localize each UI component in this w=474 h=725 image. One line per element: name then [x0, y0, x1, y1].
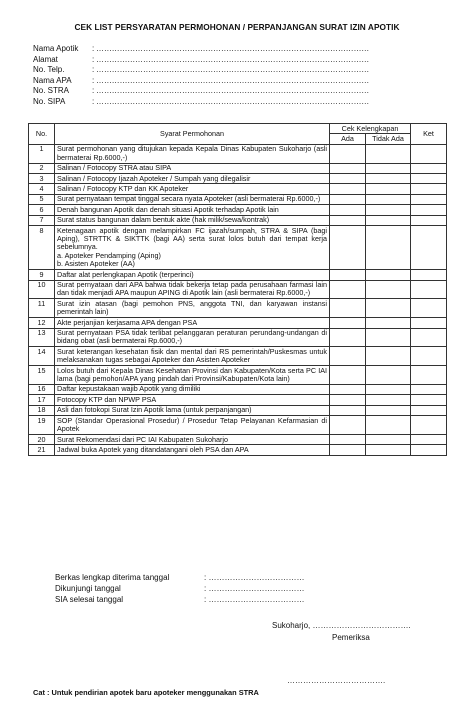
info-value[interactable]: : …………………………………………………………………………………………… — [92, 54, 370, 64]
row-number: 2 — [29, 163, 55, 173]
requirement-text: Salinan / Fotocopy Ijazah Apoteker / Sumpah yang dilegalisir — [57, 173, 251, 183]
date-value[interactable]: : ……………………………… — [204, 594, 305, 604]
table-row — [29, 366, 447, 385]
check-tidak-ada-cell[interactable] — [366, 366, 411, 385]
ket-cell[interactable] — [411, 416, 447, 435]
date-row — [55, 584, 304, 595]
table-row — [29, 174, 447, 184]
ket-cell[interactable] — [411, 280, 447, 299]
requirement-text: Lolos butuh dari Kepala Dinas Kesehatan Provinsi dan Kabupaten/Kota serta PC IAI lama (bagi pemohon/APA yang pindah dari Provinsi/Kabupaten/Kota lain) — [57, 365, 327, 384]
check-ada-cell[interactable] — [330, 405, 366, 415]
date-label: SIA selesai tanggal — [55, 594, 124, 604]
table-row — [29, 163, 447, 173]
info-label: No. SIPA — [33, 96, 66, 106]
requirement-cell — [55, 194, 330, 204]
table-row — [29, 347, 447, 366]
requirement-cell — [55, 163, 330, 173]
check-tidak-ada-cell[interactable] — [366, 384, 411, 394]
date-row — [55, 595, 304, 606]
ket-cell[interactable] — [411, 445, 447, 455]
row-number: 17 — [29, 395, 55, 405]
requirement-cell — [55, 184, 330, 194]
requirement-cell — [55, 280, 330, 299]
date-label: Berkas lengkap diterima tanggal — [55, 573, 170, 582]
row-number: 10 — [29, 280, 55, 299]
check-tidak-ada-cell[interactable] — [366, 405, 411, 415]
info-value[interactable]: : …………………………………………………………………………………………… — [92, 96, 370, 106]
requirement-cell — [55, 299, 330, 318]
signature-place-date: Sukoharjo, ………………………………. — [272, 621, 411, 630]
table-row — [29, 299, 447, 318]
ket-cell[interactable] — [411, 395, 447, 405]
check-ada-cell[interactable] — [330, 194, 366, 204]
row-number: 5 — [29, 194, 55, 204]
check-tidak-ada-cell[interactable] — [366, 174, 411, 184]
requirement-cell — [55, 270, 330, 280]
table-row — [29, 205, 447, 215]
requirement-text: Daftar alat perlengkapan Apotik (terperinci) — [57, 269, 194, 279]
row-number: 20 — [29, 435, 55, 445]
requirement-cell — [55, 445, 330, 455]
requirement-text: Salinan / Fotocopy KTP dan KK Apoteker — [57, 183, 189, 193]
table-row — [29, 416, 447, 435]
ket-cell[interactable] — [411, 347, 447, 366]
signature-role: Pemeriksa — [332, 633, 370, 642]
requirement-text: Akte perjanjian kerjasama APA dengan PSA — [57, 317, 198, 327]
row-number: 4 — [29, 184, 55, 194]
row-number: 19 — [29, 416, 55, 435]
date-value[interactable]: : ……………………………… — [204, 583, 305, 593]
header-syarat: Syarat Permohonan — [55, 124, 330, 145]
info-value[interactable]: : …………………………………………………………………………………………… — [92, 44, 370, 53]
check-tidak-ada-cell[interactable] — [366, 347, 411, 366]
info-value[interactable]: : …………………………………………………………………………………………… — [92, 86, 370, 96]
ket-cell[interactable] — [411, 318, 447, 328]
requirement-text: Ketenagaan apotik dengan melampirkan FC ijazah/sumpah, STRA & SIPA (bagi Aping), STRTTK & SIKTTK (bagi AA) serta surat lolos butuh dari tempat kerja sebelumnya. — [57, 225, 327, 252]
requirement-cell — [55, 205, 330, 215]
ket-cell[interactable] — [411, 184, 447, 194]
requirement-text: a. Apoteker Pendamping (Aping) — [57, 250, 161, 260]
requirement-cell — [55, 144, 330, 163]
header-no: No. — [29, 124, 55, 145]
requirement-text: Surat pernyataan tempat tinggal secara nyata Apoteker (asli bermaterai Rp.6000,-) — [57, 194, 321, 204]
check-tidak-ada-cell[interactable] — [366, 194, 411, 204]
check-ada-cell[interactable] — [330, 215, 366, 225]
header-ada: Ada — [330, 134, 366, 144]
requirement-text: Daftar kepustakaan wajib Apotik yang dimiliki — [57, 384, 201, 394]
check-ada-cell[interactable] — [330, 163, 366, 173]
processing-dates — [55, 573, 304, 605]
table-row — [29, 270, 447, 280]
info-row — [33, 97, 369, 108]
check-tidak-ada-cell[interactable] — [366, 226, 411, 270]
info-label: Nama Apotik — [33, 44, 79, 53]
requirement-text: Denah bangunan Apotik dan denah situasi Apotik terhadap Apotik lain — [57, 204, 279, 214]
row-number: 7 — [29, 215, 55, 225]
check-tidak-ada-cell[interactable] — [366, 270, 411, 280]
row-number: 14 — [29, 347, 55, 366]
requirement-cell — [55, 384, 330, 394]
requirement-text: SOP (Standar Operasional Prosedur) / Prosedur Tetap Pelayanan Kefarmasian di Apotek — [57, 415, 327, 434]
requirement-cell — [55, 318, 330, 328]
requirement-text: Surat keterangan kesehatan fisik dan mental dari RS pemerintah/Puskesmas untuk melaksanakan tugas sebagai Apoteker dan Asisten Apoteker — [57, 346, 327, 365]
check-ada-cell[interactable] — [330, 347, 366, 366]
requirement-text: Surat pernyataan PSA tidak terlibat pelanggaran peraturan perundang-undangan di bidang obat (asli bermaterai Rp.6000,-) — [57, 328, 327, 346]
row-number: 8 — [29, 226, 55, 270]
info-label: Alamat — [33, 54, 58, 64]
info-row — [33, 86, 369, 97]
table-row — [29, 445, 447, 455]
date-label: Dikunjungi tanggal — [55, 583, 121, 593]
requirement-cell — [55, 416, 330, 435]
header-ket: Ket — [411, 124, 447, 145]
requirement-text: Fotocopy KTP dan NPWP PSA — [57, 394, 157, 404]
requirement-text: Surat izin atasan (bagi pemohon PNS, anggota TNI, dan karyawan instansi pemerintah lain) — [57, 298, 327, 317]
row-number: 6 — [29, 205, 55, 215]
requirement-cell — [55, 366, 330, 385]
ket-cell[interactable] — [411, 215, 447, 225]
check-tidak-ada-cell[interactable] — [366, 215, 411, 225]
check-tidak-ada-cell[interactable] — [366, 299, 411, 318]
requirement-text: Surat status bangunan dalam bentuk akte (hak milik/sewa/kontrak) — [57, 215, 270, 225]
header-kelengkapan: Cek Kelengkapan — [330, 124, 411, 134]
check-ada-cell[interactable] — [330, 270, 366, 280]
check-ada-cell[interactable] — [330, 299, 366, 318]
date-row — [55, 573, 304, 584]
check-ada-cell[interactable] — [330, 280, 366, 299]
signature-name-line: ………………………………. — [287, 676, 386, 685]
check-tidak-ada-cell[interactable] — [366, 144, 411, 163]
check-tidak-ada-cell[interactable] — [366, 435, 411, 445]
requirement-cell — [55, 347, 330, 366]
row-number: 11 — [29, 299, 55, 318]
row-number: 3 — [29, 174, 55, 184]
ket-cell[interactable] — [411, 194, 447, 204]
table-row — [29, 435, 447, 445]
check-ada-cell[interactable] — [330, 416, 366, 435]
ket-cell[interactable] — [411, 435, 447, 445]
info-row — [33, 65, 369, 76]
requirement-text: Surat permohonan yang ditujukan kepada Kepala Dinas Kabupaten Sukoharjo (asli bermaterai Rp.6000,-) — [57, 144, 327, 162]
ket-cell[interactable] — [411, 270, 447, 280]
check-ada-cell[interactable] — [330, 205, 366, 215]
check-tidak-ada-cell[interactable] — [366, 395, 411, 405]
check-tidak-ada-cell[interactable] — [366, 280, 411, 299]
row-number: 15 — [29, 366, 55, 385]
check-ada-cell[interactable] — [330, 328, 366, 347]
table-row — [29, 405, 447, 415]
check-tidak-ada-cell[interactable] — [366, 184, 411, 194]
requirement-text: Salinan / Fotocopy STRA atau SIPA — [57, 163, 172, 173]
requirement-cell — [55, 215, 330, 225]
requirement-text: Jadwal buka Apotek yang ditandatangani oleh PSA dan APA — [57, 444, 249, 454]
requirement-cell — [55, 174, 330, 184]
check-tidak-ada-cell[interactable] — [366, 163, 411, 173]
table-row — [29, 328, 447, 347]
info-row — [33, 76, 369, 87]
check-ada-cell[interactable] — [330, 395, 366, 405]
table-row — [29, 318, 447, 328]
requirement-text: Asli dan fotokopi Surat Izin Apotik lama (untuk perpanjangan) — [57, 405, 252, 415]
date-value[interactable]: : ……………………………… — [204, 573, 305, 582]
requirement-cell — [55, 435, 330, 445]
info-row — [33, 44, 369, 55]
ket-cell[interactable] — [411, 384, 447, 394]
ket-cell[interactable] — [411, 205, 447, 215]
check-ada-cell[interactable] — [330, 144, 366, 163]
ket-cell[interactable] — [411, 144, 447, 163]
info-label: No. STRA — [33, 86, 70, 96]
document-title: CEK LIST PERSYARATAN PERMOHONAN / PERPANJANGAN SURAT IZIN APOTIK — [74, 22, 400, 32]
table-row — [29, 215, 447, 225]
table-row — [29, 194, 447, 204]
check-tidak-ada-cell[interactable] — [366, 328, 411, 347]
table-row — [29, 144, 447, 163]
row-number: 18 — [29, 405, 55, 415]
info-label: No. Telp. — [33, 65, 65, 75]
info-row — [33, 55, 369, 66]
check-ada-cell[interactable] — [330, 184, 366, 194]
check-tidak-ada-cell[interactable] — [366, 416, 411, 435]
check-ada-cell[interactable] — [330, 384, 366, 394]
requirements-table — [28, 123, 447, 456]
ket-cell[interactable] — [411, 366, 447, 385]
requirement-text: b. Asisten Apoteker (AA) — [57, 259, 135, 269]
requirement-text: Surat pernyataan dari APA bahwa tidak bekerja tetap pada perusahaan farmasi lain dan tidak menjadi APA maupun APING di Apotik lain (asli bermaterai Rp.6000,-) — [57, 280, 327, 298]
ket-cell[interactable] — [411, 163, 447, 173]
applicant-info — [33, 44, 369, 108]
row-number: 12 — [29, 318, 55, 328]
info-value[interactable]: : …………………………………………………………………………………………… — [92, 75, 370, 85]
info-label: Nama APA — [33, 75, 72, 85]
requirement-cell — [55, 405, 330, 415]
row-number: 9 — [29, 270, 55, 280]
check-tidak-ada-cell[interactable] — [366, 205, 411, 215]
row-number: 1 — [29, 144, 55, 163]
requirement-cell — [55, 226, 330, 270]
table-row — [29, 226, 447, 270]
ket-cell[interactable] — [411, 299, 447, 318]
info-value[interactable]: : …………………………………………………………………………………………… — [92, 65, 370, 75]
check-ada-cell[interactable] — [330, 366, 366, 385]
table-row — [29, 184, 447, 194]
check-ada-cell[interactable] — [330, 174, 366, 184]
row-number: 16 — [29, 384, 55, 394]
requirement-cell — [55, 395, 330, 405]
footnote: Cat : Untuk pendirian apotek baru apoteker menggunakan STRA — [33, 688, 259, 697]
check-tidak-ada-cell[interactable] — [366, 445, 411, 455]
ket-cell[interactable] — [411, 328, 447, 347]
check-ada-cell[interactable] — [330, 445, 366, 455]
table-row — [29, 280, 447, 299]
requirement-text: Surat Rekomendasi dari PC IAI Kabupaten Sukoharjo — [57, 434, 229, 444]
ket-cell[interactable] — [411, 226, 447, 270]
table-row — [29, 384, 447, 394]
check-ada-cell[interactable] — [330, 435, 366, 445]
table-row — [29, 395, 447, 405]
check-ada-cell[interactable] — [330, 318, 366, 328]
check-ada-cell[interactable] — [330, 226, 366, 270]
ket-cell[interactable] — [411, 174, 447, 184]
row-number: 21 — [29, 445, 55, 455]
ket-cell[interactable] — [411, 405, 447, 415]
header-tidak-ada: Tidak Ada — [366, 134, 411, 144]
requirement-cell — [55, 328, 330, 347]
check-tidak-ada-cell[interactable] — [366, 318, 411, 328]
row-number: 13 — [29, 328, 55, 347]
